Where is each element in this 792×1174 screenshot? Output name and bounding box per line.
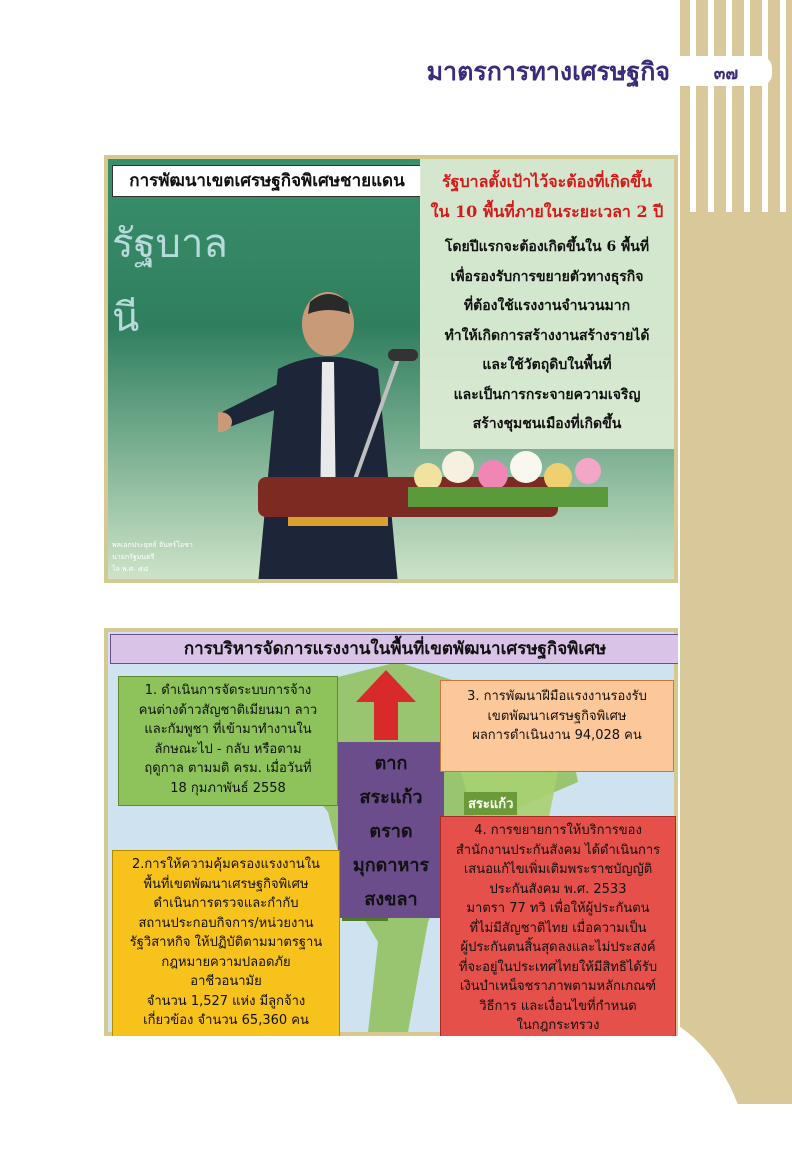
box-line: 3. การพัฒนาฝีมือแรงงานรองรับ [467,689,647,704]
info-line: เพื่อรองรับการขยายตัวทางธุรกิจ [450,268,644,285]
arrow-up-icon [356,670,416,740]
box-line: เกี่ยวข้อง จำนวน 65,360 คน [143,1013,309,1028]
box-line: เสนอแก้ไขเพิ่มเติมพระราชบัญญัติ [463,862,653,877]
box-line: กฎหมายความปลอดภัย [161,954,291,970]
box-line: จำนวน 1,527 แห่ง มีลูกจ้าง [146,993,306,1009]
box-line: ดำเนินการตรวจและกำกับ [153,896,299,911]
figure-border-zone [104,155,678,583]
province-item: ตาก [374,753,408,774]
box-line: ผลการดำเนินงาน 94,028 คน [472,728,642,743]
headline-line: ใน 10 พื้นที่ภายในระยะเวลา 2 ปี [430,202,664,221]
info-box [420,159,674,449]
labour-management-figure [104,628,678,1036]
box-line: คนต่างด้าวสัญชาติเมียนมา ลาว [138,702,318,718]
info-line: ทำให้เกิดการสร้างงานสร้างรายได้ [444,327,650,344]
box-line: ประกันสังคม พ.ศ. 2533 [489,881,627,897]
page-number: ๓๗ [713,64,739,84]
figure1-label: การพัฒนาเขตเศรษฐกิจพิเศษชายแดน [112,165,422,197]
banner-line: นี [112,295,140,341]
box-line: วิธีการ และเงื่อนไขที่กำหนด [479,998,637,1014]
box-line: ผู้ประกันตนสิ้นสุดลงและไม่ประสงค์ [460,940,656,955]
box-line: ที่จะอยู่ในประเทศไทยให้มีสิทธิได้รับ [458,959,658,975]
box-line: ในกฎกระทรวง [516,1018,600,1033]
box-line: รัฐวิสาหกิจ ให้ปฏิบัติตามมาตรฐาน [129,935,323,950]
box-line: 4. การขยายการให้บริการของ [474,823,642,838]
banner-text [112,207,228,355]
page-header [0,0,792,100]
headline-line: รัฐบาลตั้งเป้าไว้จะต้องที่เกิดขึ้น [442,172,652,191]
photo-caption [112,539,193,575]
microphone-icon [338,339,418,499]
caption-line: นายกรัฐมนตรี [112,553,155,561]
measure-box-4 [440,816,676,1036]
caption-line: พลเอกประยุทธ์ จันทร์โอชา [112,541,193,549]
info-line: และเป็นการกระจายความเจริญ [453,386,641,403]
box-line: ที่ไม่มีสัญชาติไทย เมื่อความเป็น [469,920,647,936]
box-line: เขตพัฒนาเศรษฐกิจพิเศษ [487,708,627,724]
info-line: และใช้วัตถุดิบในพื้นที่ [482,357,612,373]
province-list [338,742,444,918]
measure-box-2 [112,850,340,1036]
box-line: มาตรา 77 ทวิ เพื่อให้ผู้ประกันตน [466,901,650,916]
province-item: ตราด [369,821,413,842]
box-line: อาชีวอนามัย [190,974,262,989]
info-line: ที่ต้องใช้แรงงานจำนวนมาก [463,298,631,314]
box-line: พื้นที่เขตพัฒนาเศรษฐกิจพิเศษ [143,876,309,892]
box-line: ฤดูกาล ตามมติ ครม. เมื่อวันที่ [144,761,312,776]
caption-line: ไล พ.ศ. ๕๘ [112,565,149,573]
box-line: ลักษณะไป - กลับ หรือตาม [154,741,302,757]
page-number-tab [680,56,772,86]
measure-box-1 [118,676,338,806]
figure2-title: การบริหารจัดการแรงงานในพื้นที่เขตพัฒนาเศรษฐกิจพิเศษ [110,634,678,664]
box-line: สำนักงานประกันสังคม ได้ดำเนินการ [455,842,661,858]
headline [420,167,674,227]
box-line: และกัมพูชา ที่เข้ามาทำงานใน [144,722,312,737]
banner-line: รัฐบาล [112,221,228,267]
province-item: สงขลา [364,889,418,910]
province-item: สระแก้ว [359,787,423,808]
measure-box-3 [440,680,674,772]
side-decoration [680,0,792,1104]
box-line: 2.การให้ความคุ้มครองแรงงานใน [132,857,320,872]
map-label-sa-kaeo: สระแก้ว [464,792,517,815]
page-title: มาตรการทางเศรษฐกิจ [426,57,670,86]
info-text [420,233,674,440]
box-line: 1. ดำเนินการจัดระบบการจ้าง [144,683,312,698]
box-line: สถานประกอบกิจการ/หน่วยงาน [138,915,314,931]
info-line: สร้างชุมชนเมืองที่เกิดขึ้น [472,416,622,432]
province-item: มุกดาหาร [352,855,430,876]
box-line: 18 กุมภาพันธ์ 2558 [170,780,286,796]
box-line: เงินบำเหน็จชราภาพตามหลักเกณฑ์ [459,979,657,994]
info-line: โดยปีแรกจะต้องเกิดขึ้นใน 6 พื้นที่ [444,239,650,255]
